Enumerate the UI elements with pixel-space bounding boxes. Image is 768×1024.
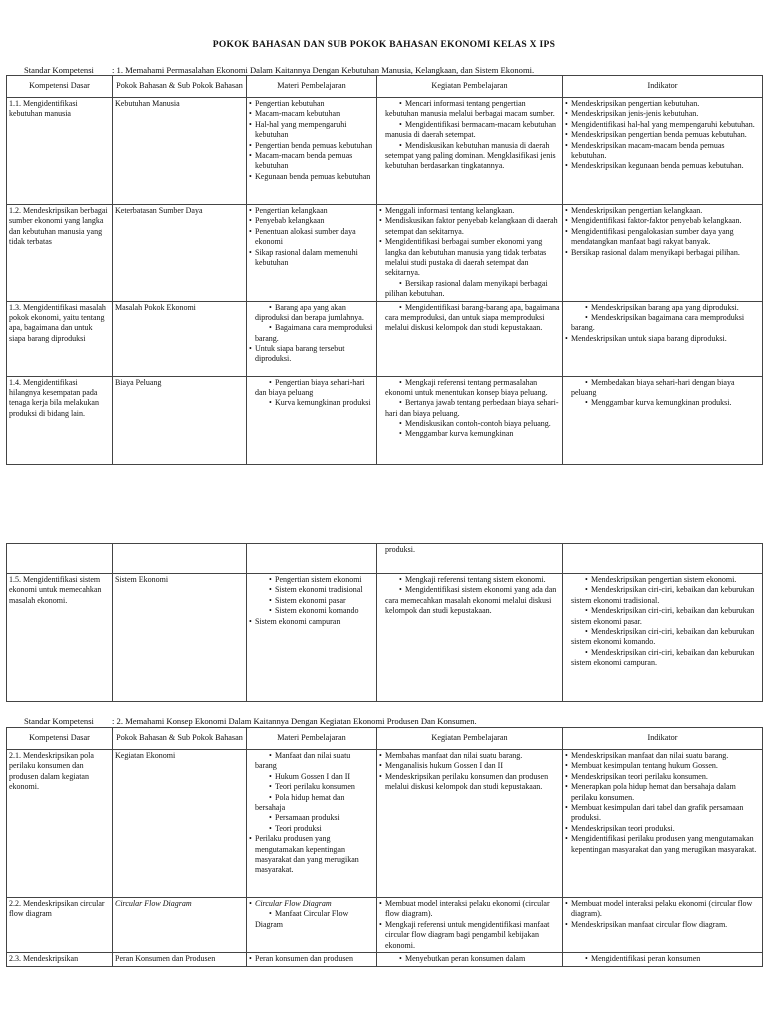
kp-list (379, 378, 560, 440)
mp-list (249, 99, 374, 182)
list-item: • Mendeskripsikan ciri-ciri, kebaikan dan keburukan sistem ekonomi komando. (571, 627, 760, 648)
table-row (7, 376, 763, 464)
table-row (7, 898, 763, 953)
header-mp: Materi Pembelajaran (247, 728, 377, 750)
list-item: • Sikap rasional dalam memenuhi kebutuhan (255, 248, 374, 269)
kp-list (379, 954, 560, 964)
list-item: • Macam-macam kebutuhan (255, 109, 374, 119)
table-row (7, 544, 763, 574)
list-item: • Membedakan biaya sehari-hari dengan biaya peluang (571, 378, 760, 399)
list-item: • Barang apa yang akan diproduksi dan berapa jumlahnya. (255, 303, 374, 324)
list-item: • Hal-hal yang mempengaruhi kebutuhan (255, 120, 374, 141)
list-item: • Hukum Gossen I dan II (255, 772, 374, 782)
table-row (7, 98, 763, 205)
list-item: • Mendeskripsikan perilaku konsumen dan produsen melalui diskusi kelompok dan studi kepustakaan. (385, 772, 560, 793)
list-item: • Mengkaji referensi tentang permasalahan ekonomi untuk menentukan konsep biaya peluang. (385, 378, 560, 399)
list-item: • Penyebab kelangkaan (255, 216, 374, 226)
kp-list (379, 899, 560, 951)
list-item: • Mendiskusikan kebutuhan manusia di daerah setempat yang paling dominan. Mengklasifikasi jenis kebutuhan berdasarkan tingkatannya. (385, 141, 560, 172)
list-item: • Mengidentifikasi sistem ekonomi yang ada dan cara memecahkan masalah ekonomi melalui diskusi kelompok dan studi kepustakaan. (385, 585, 560, 616)
table-row (7, 574, 763, 702)
list-item: • Bertanya jawab tentang perbedaan biaya sehari-hari dan biaya peluang. (385, 398, 560, 419)
list-item: • Mendiskusikan contoh-contoh biaya peluang. (385, 419, 560, 429)
list-item: • Membuat model interaksi pelaku ekonomi (circular flow diagram). (571, 899, 760, 920)
list-item: • Pengertian biaya sehari-hari dan biaya peluang (255, 378, 374, 399)
pb-cell: Sistem Ekonomi (113, 574, 247, 702)
kd-cell (7, 898, 113, 953)
competency-table-1 (6, 75, 763, 465)
kp-list (379, 303, 560, 334)
sk-text: : 2. Memahami Konsep Ekonomi Dalam Kaitannya Dengan Kegiatan Ekonomi Produsen Dan Konsumen. (112, 716, 477, 726)
kp-cell (377, 544, 563, 574)
list-item: • Manfaat dan nilai suatu barang (255, 751, 374, 772)
list-item: • Pengertian kelangkaan (255, 206, 374, 216)
ind-cell (563, 544, 763, 574)
list-item: • Bagaimana cara memproduksi barang. (255, 323, 374, 344)
list-item: • Mendeskripsikan pengertian sistem ekonomi. (571, 575, 760, 585)
pb-cell: Masalah Pokok Ekonomi (113, 301, 247, 376)
mp-list (249, 954, 374, 964)
table-row (7, 952, 763, 966)
list-item: • Mencari informasi tentang pengertian kebutuhan manusia melalui berbagai macam sumber. (385, 99, 560, 120)
ind-list (565, 899, 760, 930)
kd-cell: 2.3. Mendeskripsikan (7, 952, 113, 966)
table-row (7, 205, 763, 302)
header-pb: Pokok Bahasan & Sub Pokok Bahasan (113, 728, 247, 750)
pb-text: Circular Flow Diagram (115, 899, 192, 908)
list-item: • Mendeskripsikan macam-macam benda pemuas kebutuhan. (571, 141, 760, 162)
header-mp: Materi Pembelajaran (247, 76, 377, 98)
header-kp: Kegiatan Pembelajaran (377, 76, 563, 98)
list-item: • Mendeskripsikan untuk siapa barang diproduksi. (571, 334, 760, 344)
list-item: • Untuk siapa barang tersebut diproduksi. (255, 344, 374, 365)
pb-cell (113, 544, 247, 574)
list-item: • Mendeskripsikan bagaimana cara memproduksi barang. (571, 313, 760, 334)
sk-label: Standar Kompetensi (24, 65, 94, 75)
sk-text: : 1. Memahami Permasalahan Ekonomi Dalam Kaitannya Dengan Kebutuhan Manusia, Kelangkaan, dan Sistem Ekonomi. (112, 65, 535, 75)
mp-list (249, 751, 374, 876)
ind-list (565, 303, 760, 345)
page-title: POKOK BAHASAN DAN SUB POKOK BAHASAN EKONOMI KELAS X IPS (212, 40, 556, 50)
standar-kompetensi-2 (24, 716, 477, 726)
pb-cell: Keterbatasan Sumber Daya (113, 205, 247, 302)
ind-list (565, 378, 760, 409)
list-item: • Menggambar kurva kemungkinan (385, 429, 560, 439)
list-item: • Mendeskripsikan pengertian kebutuhan. (571, 99, 760, 109)
kd-cell (7, 544, 113, 574)
sk-label: Standar Kompetensi (24, 716, 94, 726)
ind-list (565, 575, 760, 669)
list-item: • Mengidentifikasi peran konsumen (571, 954, 760, 964)
list-item: • Peran konsumen dan produsen (255, 954, 374, 964)
list-item: • Mengkaji referensi tentang sistem ekonomi. (385, 575, 560, 585)
pb-cell: Kebutuhan Manusia (113, 98, 247, 205)
pb-cell: Biaya Peluang (113, 376, 247, 464)
kp-list (379, 751, 560, 793)
kd-cell: 1.5. Mengidentifikasi sistem ekonomi untuk memecahkan masalah ekonomi. (7, 574, 113, 702)
list-item: • Membuat kesimpulan dari tabel dan grafik persamaan produksi. (571, 803, 760, 824)
mp-list (249, 303, 374, 365)
list-item: • Mendeskripsikan teori perilaku konsumen. (571, 772, 760, 782)
list-item: • Mendeskripsikan kegunaan benda pemuas kebutuhan. (571, 161, 760, 171)
kd-cell: 1.1. Mengidentifikasi kebutuhan manusia (7, 98, 113, 205)
ind-list (565, 954, 760, 964)
list-item: • Circular Flow Diagram (255, 899, 374, 909)
list-item: • Mendeskripsikan pengertian kelangkaan. (571, 206, 760, 216)
pb-cell: Peran Konsumen dan Produsen (113, 952, 247, 966)
pb-cell (113, 898, 247, 953)
list-item: • Mendiskusikan faktor penyebab kelangkaan di daerah setempat dan sekitarnya. (385, 216, 560, 237)
competency-table-2 (6, 543, 763, 702)
list-item: • Mendeskripsikan pengertian benda pemuas kebutuhan. (571, 130, 760, 140)
list-item: • Pengertian kebutuhan (255, 99, 374, 109)
ind-list (565, 206, 760, 258)
list-item: • Mengidentifikasi hal-hal yang mempengaruhi kebutuhan. (571, 120, 760, 130)
list-item: • Mendeskripsikan jenis-jenis kebutuhan. (571, 109, 760, 119)
table-header-row (7, 728, 763, 750)
mp-list (249, 206, 374, 268)
kd-cell: 1.4. Mengidentifikasi hilangnya kesempatan pada tenaga kerja bila melakukan produksi di bidang lain. (7, 376, 113, 464)
list-item: • Teori produksi (255, 824, 374, 834)
list-item: • Menyebutkan peran konsumen dalam (385, 954, 560, 964)
list-item: • Sistem ekonomi komando (255, 606, 374, 616)
kp-list (379, 99, 560, 172)
list-item: • Mengidentifikasi bermacam-macam kebutuhan manusia di daerah setempat. (385, 120, 560, 141)
header-pb: Pokok Bahasan & Sub Pokok Bahasan (113, 76, 247, 98)
kd-cell: 2.1. Mendeskripsikan pola perilaku konsumen dan produsen dalam kegiatan ekonomi. (7, 750, 113, 898)
list-item: • Mendeskripsikan ciri-ciri, kebaikan dan keburukan sistem ekonomi pasar. (571, 606, 760, 627)
ind-list (565, 99, 760, 172)
list-item: • Manfaat Circular Flow Diagram (255, 909, 374, 930)
list-item: • Mengidentifikasi faktor-faktor penyebab kelangkaan. (571, 216, 760, 226)
list-item: • Sistem ekonomi campuran (255, 617, 374, 627)
header-kp: Kegiatan Pembelajaran (377, 728, 563, 750)
header-kd: Kompetensi Dasar (7, 76, 113, 98)
kp-continuation: produksi. (385, 545, 415, 554)
list-item: • Menerapkan pola hidup hemat dan bersahaja dalam perilaku konsumen. (571, 782, 760, 803)
list-item: • Mendeskripsikan manfaat circular flow diagram. (571, 920, 760, 930)
list-item: • Perilaku produsen yang mengutamakan kepentingan masyarakat dan yang merugikan masyarakat. (255, 834, 374, 876)
list-item: • Menganalisis hukum Gossen I dan II (385, 761, 560, 771)
list-item: • Teori perilaku konsumen (255, 782, 374, 792)
mp-list (249, 899, 374, 930)
ind-list (565, 751, 760, 855)
header-ind: Indikator (563, 728, 763, 750)
list-item: • Menggali informasi tentang kelangkaan. (385, 206, 560, 216)
list-item: • Mengidentifikasi pengalokasian sumber daya yang mendatangkan manfaat bagi rakyat banyak. (571, 227, 760, 248)
kp-list (379, 206, 560, 300)
list-item: • Mengidentifikasi barang-barang apa, bagaimana cara memproduksi, dan untuk siapa memproduksi melalui diskusi kelompok dan studi kepustakaan. (385, 303, 560, 334)
list-item: • Membuat kesimpulan tentang hukum Gossen. (571, 761, 760, 771)
header-kd: Kompetensi Dasar (7, 728, 113, 750)
list-item: • Bersikap rasional dalam menyikapi berbagai pilihan kebutuhan. (385, 279, 560, 300)
kd-cell: 1.2. Mendeskripsikan berbagai sumber ekonomi yang langka dan kebutuhan manusia yang tidak terbatas (7, 205, 113, 302)
list-item: • Mendeskripsikan ciri-ciri, kebaikan dan keburukan sistem ekonomi tradisional. (571, 585, 760, 606)
header-ind: Indikator (563, 76, 763, 98)
competency-table-3 (6, 727, 763, 967)
mp-list (249, 378, 374, 409)
list-item: • Mengidentifikasi berbagai sumber ekonomi yang langka dan kebutuhan manusia yang tidak terbatas melalui studi pustaka di daerah setempat dan sekitarnya. (385, 237, 560, 279)
list-item: • Sistem ekonomi pasar (255, 596, 374, 606)
list-item: • Pola hidup hemat dan bersahaja (255, 793, 374, 814)
list-item: • Mendeskripsikan teori produksi. (571, 824, 760, 834)
list-item: • Membahas manfaat dan nilai suatu barang. (385, 751, 560, 761)
list-item: • Pengertian sistem ekonomi (255, 575, 374, 585)
list-item: • Pengertian benda pemuas kebutuhan (255, 141, 374, 151)
list-item: • Menggambar kurva kemungkinan produksi. (571, 398, 760, 408)
table-row (7, 301, 763, 376)
list-item: • Kurva kemungkinan produksi (255, 398, 374, 408)
kd-text: 2.2. Mendeskripsikan circular flow diagram (9, 899, 105, 919)
list-item: • Sistem ekonomi tradisional (255, 585, 374, 595)
mp-cell (247, 544, 377, 574)
mp-list (249, 575, 374, 627)
list-item: • Bersikap rasional dalam menyikapi berbagai pilihan. (571, 248, 760, 258)
pb-cell: Kegiatan Ekonomi (113, 750, 247, 898)
list-item: • Mengidentifikasi perilaku produsen yang mengutamakan kepentingan masyarakat dan yang merugikan masyarakat. (571, 834, 760, 855)
list-item: • Mendeskripsikan barang apa yang diproduksi. (571, 303, 760, 313)
list-item: • Macam-macam benda pemuas kebutuhan (255, 151, 374, 172)
standar-kompetensi-1 (24, 65, 534, 75)
list-item: • Persamaan produksi (255, 813, 374, 823)
list-item: • Penentuan alokasi sumber daya ekonomi (255, 227, 374, 248)
kp-list (379, 575, 560, 617)
list-item: • Membuat model interaksi pelaku ekonomi (circular flow diagram). (385, 899, 560, 920)
kd-cell: 1.3. Mengidentifikasi masalah pokok ekonomi, yaitu tentang apa, bagaimana dan untuk siapa barang diproduksi (7, 301, 113, 376)
table-row (7, 750, 763, 898)
table-header-row (7, 76, 763, 98)
list-item: • Mendeskripsikan manfaat dan nilai suatu barang. (571, 751, 760, 761)
list-item: • Mendeskripsikan ciri-ciri, kebaikan dan keburukan sistem ekonomi campuran. (571, 648, 760, 669)
list-item: • Kegunaan benda pemuas kebutuhan (255, 172, 374, 182)
list-item: • Mengkaji referensi untuk mengidentifikasi manfaat circular flow diagram bagi pengambil kebijakan ekonomi. (385, 920, 560, 951)
